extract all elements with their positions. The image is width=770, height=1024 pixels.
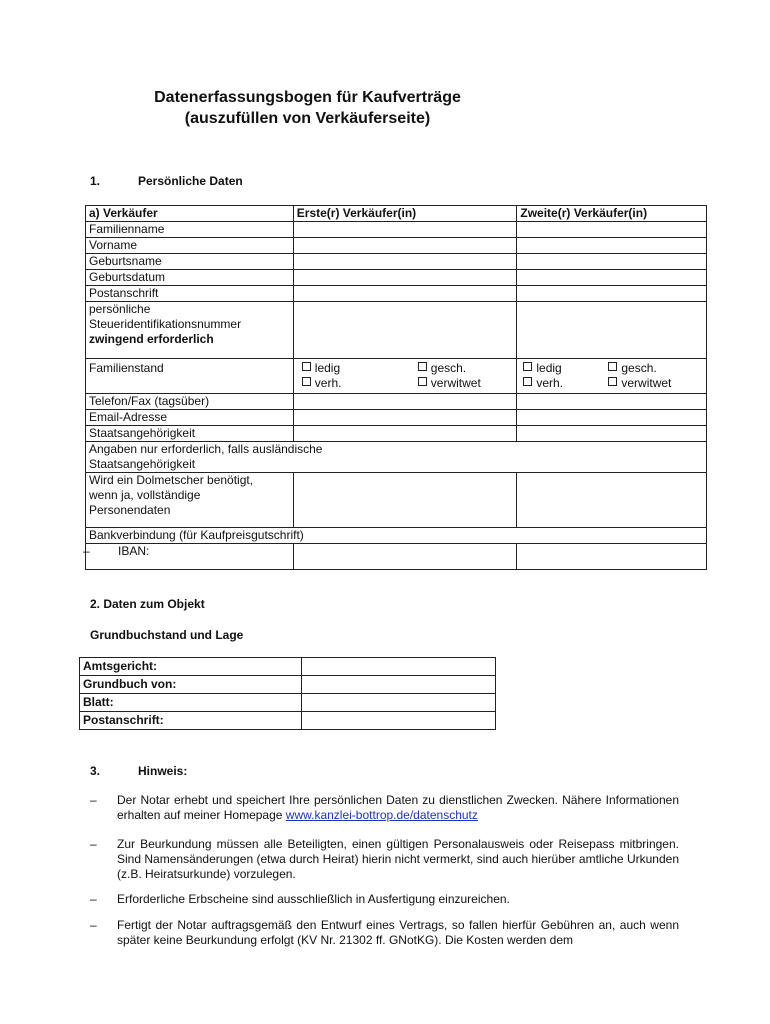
- row-label: Postanschrift: [86, 286, 294, 302]
- first-seller-familienname-field[interactable]: [293, 222, 517, 238]
- bullet-dash: –: [90, 892, 97, 906]
- privacy-link[interactable]: www.kanzlei-bottrop.de/datenschutz: [285, 808, 478, 822]
- table-row: [86, 394, 707, 410]
- bullet-dash: –: [90, 918, 97, 932]
- second-seller-vorname-field[interactable]: [517, 238, 707, 254]
- first-seller-geburtsdatum-field[interactable]: [293, 270, 517, 286]
- bullet-dash: –: [90, 793, 97, 807]
- first-seller-tax-id-field[interactable]: [293, 302, 517, 359]
- second-seller-familienname-field[interactable]: [517, 222, 707, 238]
- interpreter-line-1: Wird ein Dolmetscher benötigt,: [89, 473, 254, 487]
- option-label: verwitwet: [430, 376, 481, 390]
- foreign-note-line-1: Angaben nur erforderlich, falls ausländische: [89, 442, 323, 456]
- note-identification: Zur Beurkundung müssen alle Beteiligten, einen gültigen Personalausweis oder Reisepass mitbringen. Sind Namensänderungen (etwa durch Heirat) hierin nicht vermerkt, sind auch hierüber amtliche Urkunden (z.B. Heiratsurkunde) vorzulegen.: [117, 837, 679, 881]
- row-label: Blatt:: [80, 694, 302, 712]
- blatt-field[interactable]: [301, 694, 495, 712]
- table-row: [86, 544, 707, 570]
- section-1-heading: Persönliche Daten: [138, 174, 243, 188]
- second-seller-option-verh[interactable]: [523, 376, 608, 391]
- bank-label: Bankverbindung (für Kaufpreisgutschrift): [86, 528, 707, 544]
- note-privacy-text: Der Notar erhebt und speichert Ihre persönlichen Daten zu dienstlichen Zwecken. Nähere Informationen erhalten auf meiner Homepage: [117, 793, 679, 822]
- section-3-heading: Hinweis:: [138, 764, 188, 778]
- second-seller-tax-id-field[interactable]: [517, 302, 707, 359]
- table-row: [86, 410, 707, 426]
- title-line-2: (auszufüllen von Verkäuferseite): [184, 110, 431, 127]
- table-row: [86, 426, 707, 442]
- first-seller-marital-options: [293, 359, 517, 394]
- first-seller-geburtsname-field[interactable]: [293, 254, 517, 270]
- first-seller-interpreter-field[interactable]: [293, 473, 517, 528]
- row-label: Amtsgericht:: [80, 658, 302, 676]
- second-seller-geburtsname-field[interactable]: [517, 254, 707, 270]
- row-label: Telefon/Fax (tagsüber): [86, 394, 294, 410]
- second-seller-interpreter-field[interactable]: [517, 473, 707, 528]
- table-row: [86, 359, 707, 394]
- interpreter-line-3: Personendaten: [89, 503, 171, 517]
- table-row: [86, 254, 707, 270]
- title-line-1: Datenerfassungsbogen für Kaufverträge: [154, 89, 461, 106]
- checkbox-icon: [418, 377, 427, 386]
- second-seller-nationality-field[interactable]: [517, 426, 707, 442]
- table-row: [80, 658, 496, 676]
- interpreter-line-2: wenn ja, vollständige: [89, 488, 201, 502]
- table-row: [86, 286, 707, 302]
- tax-id-required-note: zwingend erforderlich: [89, 332, 214, 346]
- first-seller-option-verwitwet[interactable]: [418, 376, 481, 390]
- table-row: [86, 442, 707, 473]
- note-privacy: [117, 793, 679, 823]
- section-2-subheading: Grundbuchstand und Lage: [90, 628, 244, 642]
- first-seller-email-field[interactable]: [293, 410, 517, 426]
- iban-dash: –: [83, 544, 90, 558]
- iban-label: [83, 544, 294, 570]
- page-title: [0, 87, 615, 129]
- tax-id-line-1: persönliche: [89, 302, 151, 316]
- property-postanschrift-field[interactable]: [301, 712, 495, 730]
- foreign-note-line-2: Staatsangehörigkeit: [89, 457, 196, 471]
- second-seller-option-verwitwet[interactable]: [608, 376, 671, 390]
- option-label: gesch.: [430, 361, 467, 375]
- table-row: [86, 528, 707, 544]
- checkbox-icon: [523, 362, 532, 371]
- row-label: Geburtsdatum: [86, 270, 294, 286]
- bullet-dash: –: [90, 837, 97, 851]
- checkbox-icon: [608, 362, 617, 371]
- table-row: [86, 270, 707, 286]
- first-seller-nationality-field[interactable]: [293, 426, 517, 442]
- second-seller-marital-options: [517, 359, 707, 394]
- checkbox-icon: [608, 377, 617, 386]
- second-seller-email-field[interactable]: [517, 410, 707, 426]
- row-label: Postanschrift:: [80, 712, 302, 730]
- row-label: Vorname: [86, 238, 294, 254]
- checkbox-icon: [418, 362, 427, 371]
- table-row: [80, 694, 496, 712]
- table-row: [86, 238, 707, 254]
- tax-id-line-2: Steueridentifikationsnummer: [89, 317, 242, 331]
- checkbox-icon: [302, 377, 311, 386]
- first-seller-option-gesch[interactable]: [418, 361, 466, 375]
- header-second-seller: Zweite(r) Verkäufer(in): [517, 206, 707, 222]
- header-seller: a) Verkäufer: [86, 206, 294, 222]
- table-row: [86, 473, 707, 528]
- iban-text: IBAN:: [118, 544, 150, 558]
- marital-status-label: Familienstand: [86, 359, 294, 394]
- first-seller-vorname-field[interactable]: [293, 238, 517, 254]
- section-1-number: 1.: [90, 174, 101, 188]
- grundbuch-field[interactable]: [301, 676, 495, 694]
- row-label: Geburtsname: [86, 254, 294, 270]
- row-label: Staatsangehörigkeit: [86, 426, 294, 442]
- option-label: gesch.: [621, 361, 657, 375]
- option-label: ledig: [536, 361, 562, 375]
- amtsgericht-field[interactable]: [301, 658, 495, 676]
- option-label: verh.: [314, 376, 342, 390]
- first-seller-iban-field[interactable]: [293, 544, 517, 570]
- note-fees: Fertigt der Notar auftragsgemäß den Entwurf eines Vertrags, so fallen hierfür Gebühren an, auch wenn später keine Beurkundung erfolgt (KV Nr. 21302 ff. GNotKG). Die Kosten werden dem: [117, 918, 679, 947]
- foreign-note: [86, 442, 707, 473]
- seller-table: [85, 205, 707, 570]
- second-seller-option-ledig[interactable]: [523, 361, 608, 376]
- table-row: [80, 676, 496, 694]
- first-seller-option-ledig[interactable]: [302, 361, 418, 376]
- table-header-row: [86, 206, 707, 222]
- row-label: Familienname: [86, 222, 294, 238]
- checkbox-icon: [523, 377, 532, 386]
- option-label: ledig: [314, 361, 341, 375]
- second-seller-option-gesch[interactable]: [608, 361, 656, 375]
- checkbox-icon: [302, 362, 311, 371]
- tax-id-label: [86, 302, 294, 359]
- option-label: verh.: [536, 376, 564, 390]
- note-inheritance: Erforderliche Erbscheine sind ausschließlich in Ausfertigung einzureichen.: [117, 892, 510, 906]
- option-label: verwitwet: [621, 376, 672, 390]
- section-3-number: 3.: [90, 764, 101, 778]
- table-row: [86, 222, 707, 238]
- section-2-heading: 2. Daten zum Objekt: [90, 597, 205, 611]
- row-label: Email-Adresse: [86, 410, 294, 426]
- first-seller-option-verh[interactable]: [302, 376, 418, 391]
- header-first-seller: Erste(r) Verkäufer(in): [293, 206, 517, 222]
- second-seller-telefon-field[interactable]: [517, 394, 707, 410]
- first-seller-postanschrift-field[interactable]: [293, 286, 517, 302]
- table-row: [80, 712, 496, 730]
- row-label: Grundbuch von:: [80, 676, 302, 694]
- second-seller-postanschrift-field[interactable]: [517, 286, 707, 302]
- second-seller-geburtsdatum-field[interactable]: [517, 270, 707, 286]
- interpreter-label: [86, 473, 294, 528]
- second-seller-iban-field[interactable]: [517, 544, 707, 570]
- property-table: [79, 657, 496, 730]
- first-seller-telefon-field[interactable]: [293, 394, 517, 410]
- table-row: [86, 302, 707, 359]
